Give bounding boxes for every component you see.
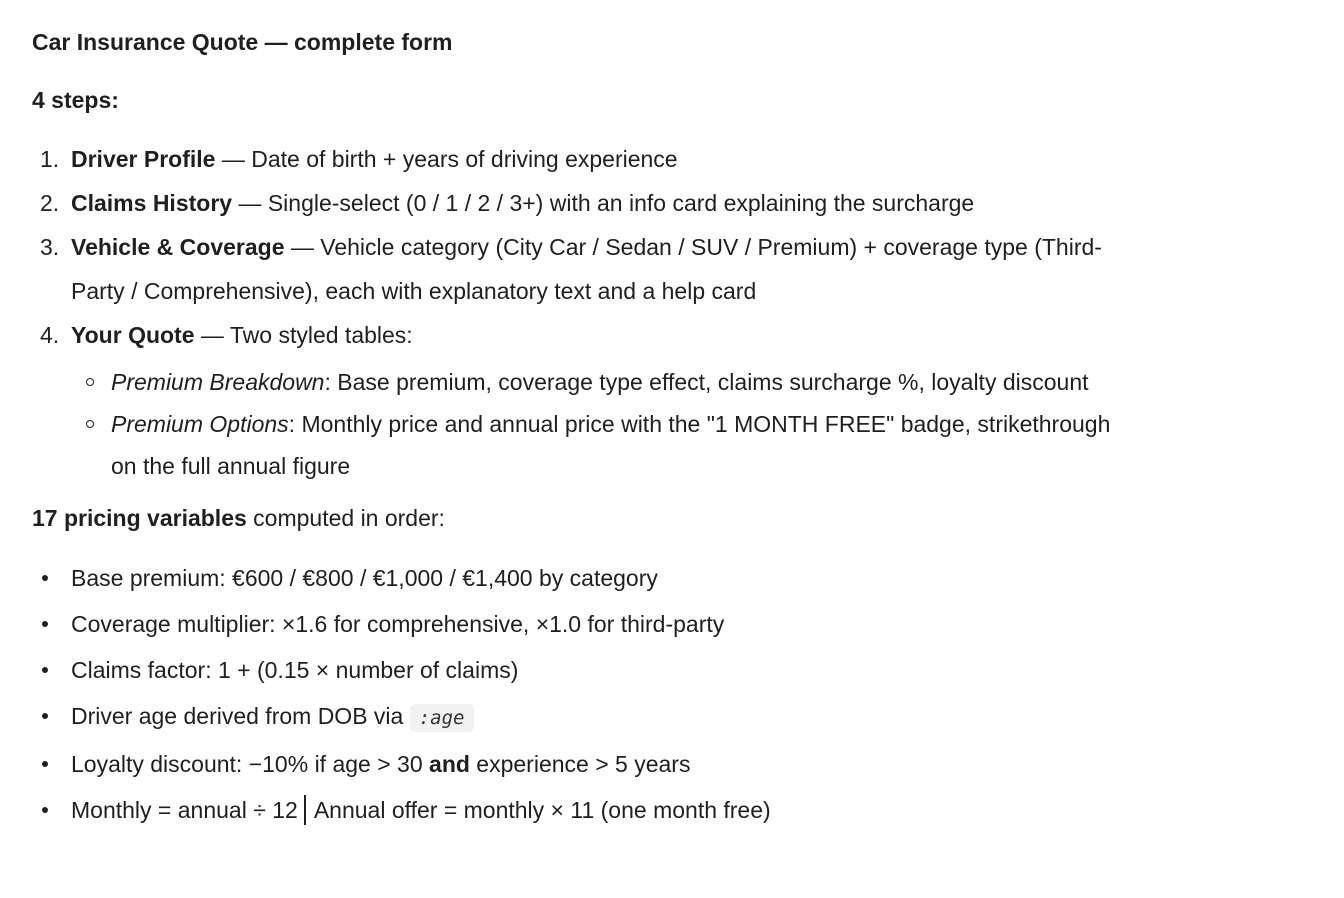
pipe-divider — [304, 795, 306, 825]
step-description: — Single-select (0 / 1 / 2 / 3+) with an info card explaining the surcharge — [232, 190, 975, 216]
list-item — [71, 361, 1312, 403]
list-item — [32, 601, 1312, 647]
steps-heading-bold: 4 steps: — [32, 87, 119, 113]
list-item — [32, 181, 1312, 225]
step-description-continued: Party / Comprehensive), each with explanatory text and a help card — [71, 278, 757, 304]
document-title: Car Insurance Quote — complete form — [32, 29, 453, 55]
step-name: Vehicle & Coverage — [71, 234, 285, 260]
step-number: 3. — [40, 234, 60, 260]
list-item — [32, 647, 1312, 693]
step-description: — Vehicle category (City Car / Sedan / SUV / Premium) + coverage type (Third- — [284, 234, 1102, 260]
list-item — [32, 787, 1312, 833]
sub-item-name: Premium Breakdown — [111, 369, 325, 395]
vars-heading — [32, 501, 1312, 535]
var-loyalty-bold: and — [429, 751, 470, 777]
step-description: — Two styled tables: — [194, 322, 413, 348]
step-name: Your Quote — [71, 322, 195, 348]
sub-list — [71, 361, 1312, 487]
step-name: Claims History — [71, 190, 233, 216]
var-monthly: Monthly = annual ÷ 12 — [71, 797, 298, 823]
sub-item-name: Premium Options — [111, 411, 289, 437]
inline-code: :age — [410, 704, 474, 732]
var-claims-factor: Claims factor: 1 + (0.15 × number of claims) — [71, 657, 519, 683]
step-number: 2. — [40, 190, 60, 216]
list-item — [32, 693, 1312, 741]
step-number: 1. — [40, 146, 60, 172]
step-number: 4. — [40, 322, 60, 348]
sub-item-description: : Monthly price and annual price with the "1 MONTH FREE" badge, strikethrough — [288, 411, 1111, 437]
var-loyalty-pre: Loyalty discount: −10% if age > 30 — [71, 751, 430, 777]
step-name: Driver Profile — [71, 146, 216, 172]
steps-heading — [32, 83, 1312, 117]
sub-item-description-continued: on the full annual figure — [111, 453, 351, 479]
steps-list — [32, 137, 1312, 487]
list-item — [32, 741, 1312, 787]
sub-item-description: : Base premium, coverage type effect, claims surcharge %, loyalty discount — [324, 369, 1089, 395]
vars-heading-bold: 17 pricing variables — [32, 505, 247, 531]
var-annual-offer: Annual offer = monthly × 11 (one month free) — [313, 797, 771, 823]
list-item — [32, 137, 1312, 181]
variables-list — [32, 555, 1312, 833]
list-item — [32, 313, 1312, 487]
step-description: — Date of birth + years of driving experience — [215, 146, 678, 172]
var-driver-age: Driver age derived from DOB via — [71, 703, 410, 729]
var-coverage-multiplier: Coverage multiplier: ×1.6 for comprehensive, ×1.0 for third-party — [71, 611, 725, 637]
list-item — [32, 555, 1312, 601]
var-base-premium: Base premium: €600 / €800 / €1,000 / €1,400 by category — [71, 565, 658, 591]
vars-heading-rest: computed in order: — [246, 505, 445, 531]
var-loyalty-post: experience > 5 years — [469, 751, 691, 777]
list-item — [32, 225, 1312, 313]
list-item — [71, 403, 1312, 487]
